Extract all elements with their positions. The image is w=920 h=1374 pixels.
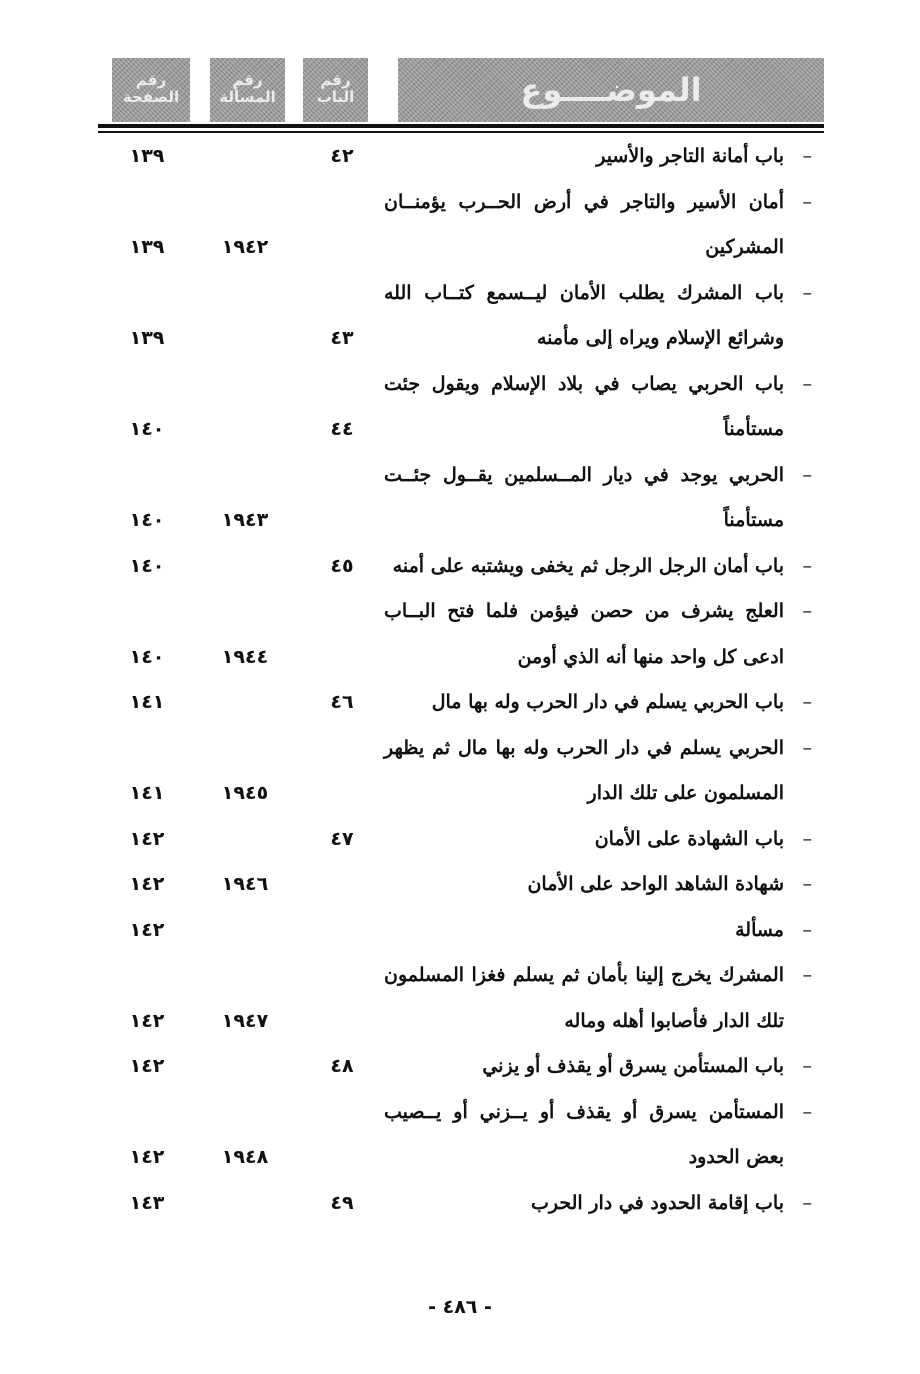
entry-title: باب الحربي يصاب في بلاد الإسلام ويقول جئت — [384, 372, 784, 395]
entry-chapter-number: ٤٣ — [330, 327, 354, 349]
entry-title: باب أمان الرجل الرجل ثم يخفى ويشتبه على أمنه — [392, 554, 784, 577]
header-issue-line2: المسألة — [219, 88, 276, 106]
entry-page-number: ١٤٢ — [129, 827, 165, 850]
entry-title: المشركين — [705, 236, 784, 258]
entry-title: باب المشرك يطلب الأمان ليــسمع كتــاب الله — [384, 281, 784, 304]
table-row — [0, 776, 920, 816]
entry-chapter-number: ٤٥ — [330, 554, 354, 577]
entry-title: باب المستأمن يسرق أو يقذف أو يزني — [482, 1055, 784, 1077]
entry-title: ادعى كل واحد منها أنه الذي أومن — [517, 645, 784, 668]
entry-dash: – — [802, 463, 812, 486]
entry-title: الحربي يسلم في دار الحرب وله بها مال ثم يظهر — [384, 736, 784, 759]
entry-chapter-number: ٤٤ — [330, 418, 354, 440]
entry-page-number: ١٤٢ — [129, 1055, 165, 1077]
entry-title: المسلمون على تلك الدار — [587, 782, 784, 804]
entry-dash: – — [802, 1055, 812, 1077]
header-chapter-line1: رقم — [320, 71, 351, 89]
table-row — [0, 731, 920, 771]
entry-chapter-number: ٤٨ — [330, 1055, 354, 1077]
entry-page-number: ١٤٠ — [129, 554, 165, 577]
entry-dash: – — [802, 1100, 812, 1123]
entry-dash: – — [802, 736, 812, 759]
entry-dash: – — [802, 281, 812, 304]
header-page-line1: رقم — [135, 71, 167, 89]
entry-page-number: ١٣٩ — [129, 236, 165, 258]
header-issue-line1: رقم — [232, 71, 263, 89]
entry-title: تلك الدار فأصابوا أهله وماله — [564, 1009, 784, 1032]
entry-title: أمان الأسير والتاجر في أرض الحــرب يؤمنــان — [384, 190, 784, 213]
table-row — [0, 139, 920, 179]
page-number: - ٤٨٦ - — [428, 1296, 492, 1318]
header-subject — [398, 58, 824, 122]
entry-title: باب الحربي يسلم في دار الحرب وله بها مال — [431, 691, 784, 713]
entry-issue-number: ١٩٤٥ — [221, 782, 269, 804]
entry-page-number: ١٤٠ — [129, 418, 165, 440]
header-rule-thick — [98, 124, 824, 128]
table-row — [0, 958, 920, 998]
table-row — [0, 822, 920, 862]
table-row — [0, 458, 920, 498]
entry-page-number: ١٤٠ — [129, 509, 165, 531]
entry-title: المشرك يخرج إلينا بأمان ثم يسلم فغزا المسلمون — [384, 964, 784, 986]
entry-dash: – — [802, 873, 812, 895]
table-row — [0, 685, 920, 725]
entry-title: المستأمن يسرق أو يقذف أو يــزني أو يــصيب — [384, 1100, 784, 1123]
table-row — [0, 549, 920, 589]
entry-dash: – — [802, 145, 812, 167]
entry-chapter-number: ٤٩ — [330, 1191, 354, 1214]
entry-issue-number: ١٩٤٨ — [221, 1146, 269, 1168]
table-header — [0, 58, 920, 126]
table-row — [0, 1004, 920, 1044]
entry-title: شهادة الشاهد الواحد على الأمان — [527, 873, 784, 895]
entry-page-number: ١٤٢ — [129, 918, 165, 941]
entry-title: الحربي يوجد في ديار المــسلمين يقــول جئــت — [384, 463, 784, 486]
table-row — [0, 913, 920, 953]
entry-title: باب الشهادة على الأمان — [594, 827, 784, 850]
table-row — [0, 1186, 920, 1226]
entry-dash: – — [802, 918, 812, 941]
table-row — [0, 1049, 920, 1089]
entry-dash: – — [802, 691, 812, 713]
entry-dash: – — [802, 827, 812, 850]
entry-title: العلج يشرف من حصن فيؤمن فلما فتح البــاب — [384, 600, 784, 622]
entry-issue-number: ١٩٤٢ — [221, 236, 269, 258]
entry-title: مسألة — [735, 918, 784, 941]
entry-issue-number: ١٩٤٤ — [221, 645, 269, 668]
header-subject-label: الموضــــوع — [520, 71, 702, 109]
header-issue — [210, 58, 285, 122]
entry-dash: – — [802, 554, 812, 577]
entry-dash: – — [802, 372, 812, 395]
table-row — [0, 594, 920, 634]
table-row — [0, 1140, 920, 1180]
table-row — [0, 503, 920, 543]
entry-page-number: ١٤٢ — [129, 1146, 165, 1168]
entry-issue-number: ١٩٤٣ — [221, 509, 269, 531]
header-page — [112, 58, 190, 122]
entry-page-number: ١٤١ — [129, 691, 165, 713]
table-row — [0, 276, 920, 316]
table-row — [0, 367, 920, 407]
entry-title: باب إقامة الحدود في دار الحرب — [530, 1191, 784, 1214]
header-rule-thin — [98, 131, 824, 133]
entry-chapter-number: ٤٧ — [330, 827, 354, 850]
header-chapter-line2: الباب — [316, 88, 355, 106]
table-row — [0, 321, 920, 361]
entry-page-number: ١٤٢ — [129, 873, 165, 895]
entry-issue-number: ١٩٤٧ — [221, 1009, 269, 1032]
entry-page-number: ١٣٩ — [129, 327, 165, 349]
entry-page-number: ١٤٢ — [129, 1009, 165, 1032]
entry-title: مستأمناً — [723, 418, 784, 440]
entry-title: باب أمانة التاجر والأسير — [596, 145, 784, 167]
entry-dash: – — [802, 964, 812, 986]
header-chapter — [303, 58, 368, 122]
header-page-line2: الصفحة — [122, 88, 180, 106]
entry-chapter-number: ٤٦ — [330, 691, 354, 713]
entry-title: بعض الحدود — [688, 1146, 784, 1168]
entry-issue-number: ١٩٤٦ — [221, 873, 269, 895]
entry-chapter-number: ٤٢ — [330, 145, 354, 167]
table-row — [0, 1095, 920, 1135]
table-row — [0, 230, 920, 270]
table-row — [0, 867, 920, 907]
entry-page-number: ١٤١ — [129, 782, 165, 804]
table-row — [0, 640, 920, 680]
entry-dash: – — [802, 600, 812, 622]
entry-page-number: ١٤٠ — [129, 645, 165, 668]
entry-dash: – — [802, 190, 812, 213]
entry-page-number: ١٣٩ — [129, 145, 165, 167]
entry-title: وشرائع الإسلام ويراه إلى مأمنه — [537, 327, 784, 349]
table-row — [0, 185, 920, 225]
entry-dash: – — [802, 1191, 812, 1214]
table-row — [0, 412, 920, 452]
entry-page-number: ١٤٣ — [129, 1191, 165, 1214]
entry-title: مستأمناً — [723, 509, 784, 531]
